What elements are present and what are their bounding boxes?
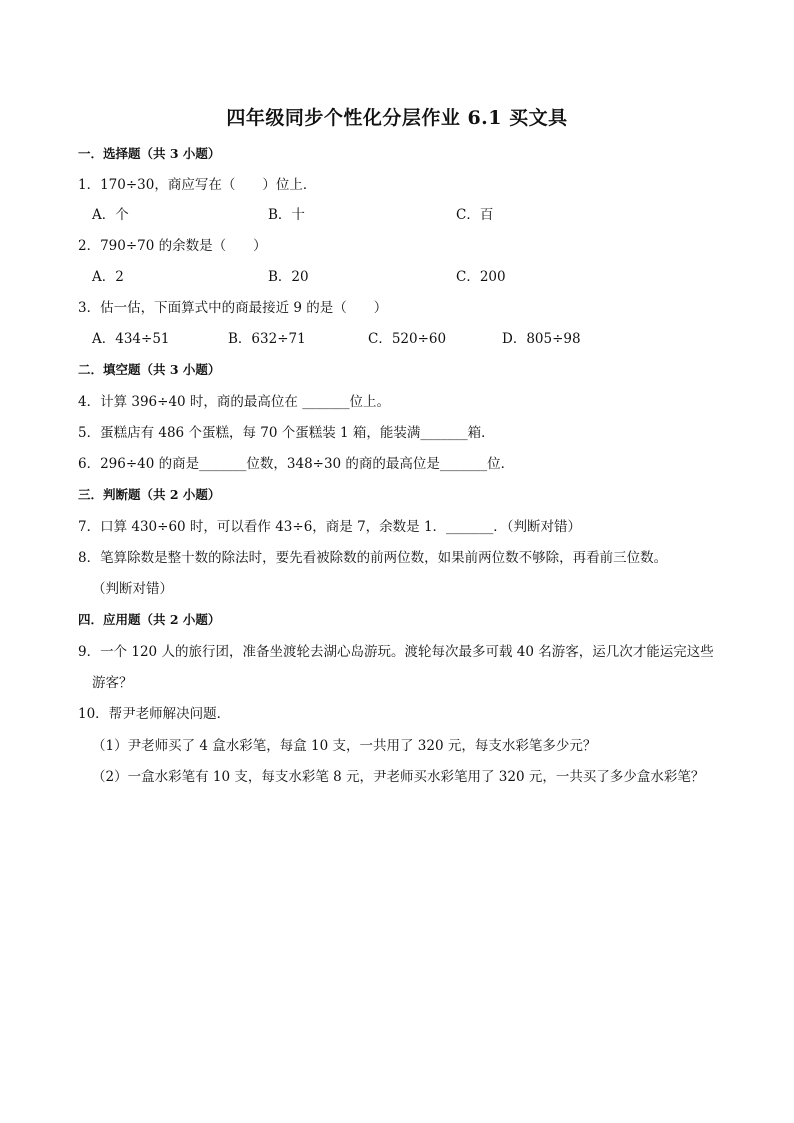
question-4: 4．计算 396÷40 时，商的最高位在 _______位上。 bbox=[78, 394, 390, 410]
question-1: 1．170÷30，商应写在（ ）位上． bbox=[78, 177, 317, 193]
question-8-line2: （判断对错） bbox=[92, 581, 173, 597]
question-2: 2．790÷70 的余数是（ ） bbox=[78, 238, 267, 254]
worksheet-title: 四年级同步个性化分层作业 6.1 买文具 bbox=[226, 107, 568, 129]
q1-option-b: B．十 bbox=[268, 207, 305, 223]
q2-option-a: A．2 bbox=[92, 269, 124, 285]
question-9-line1: 9．一个 120 人的旅行团，准备坐渡轮去湖心岛游玩。渡轮每次最多可载 40 名游客，运几次才能运完这些 bbox=[78, 644, 714, 660]
q3-option-b: B．632÷71 bbox=[228, 331, 306, 347]
section-heading-application: 四．应用题（共 2 小题） bbox=[78, 612, 221, 627]
q1-option-a: A．个 bbox=[92, 207, 129, 223]
question-6: 6．296÷40 的商是_______位数，348÷30 的商的最高位是_______位． bbox=[78, 456, 515, 472]
question-7: 7．口算 430÷60 时，可以看作 43÷6，商是 7，余数是 1．_______．（判断对错） bbox=[78, 519, 582, 535]
section-heading-choice: 一．选择题（共 3 小题） bbox=[78, 146, 221, 161]
question-10-sub1: （1）尹老师买了 4 盒水彩笔，每盒 10 支，一共用了 320 元，每支水彩笔多少元？ bbox=[92, 738, 597, 754]
question-9-line2: 游客？ bbox=[92, 675, 133, 691]
q3-option-c: C．520÷60 bbox=[368, 331, 447, 347]
question-10-sub2: （2）一盒水彩笔有 10 支，每支水彩笔 8 元，尹老师买水彩笔用了 320 元，一共买了多少盒水彩笔？ bbox=[92, 769, 705, 785]
question-10: 10．帮尹老师解决问题． bbox=[78, 706, 231, 722]
q3-option-d: D．805÷98 bbox=[502, 331, 581, 347]
q2-option-b: B．20 bbox=[268, 269, 309, 285]
question-8-line1: 8．笔算除数是整十数的除法时，要先看被除数的前两位数，如果前两位数不够除，再看前三位数。 bbox=[78, 550, 668, 566]
q1-option-c: C．百 bbox=[456, 207, 494, 223]
q2-option-c: C．200 bbox=[456, 269, 506, 285]
q3-option-a: A．434÷51 bbox=[92, 331, 170, 347]
question-3: 3．估一估，下面算式中的商最接近 9 的是（ ） bbox=[78, 300, 388, 316]
section-heading-fill: 二．填空题（共 3 小题） bbox=[78, 362, 221, 377]
section-heading-judge: 三．判断题（共 2 小题） bbox=[78, 487, 221, 502]
question-5: 5．蛋糕店有 486 个蛋糕，每 70 个蛋糕装 1 箱，能装满_______箱． bbox=[78, 425, 495, 441]
